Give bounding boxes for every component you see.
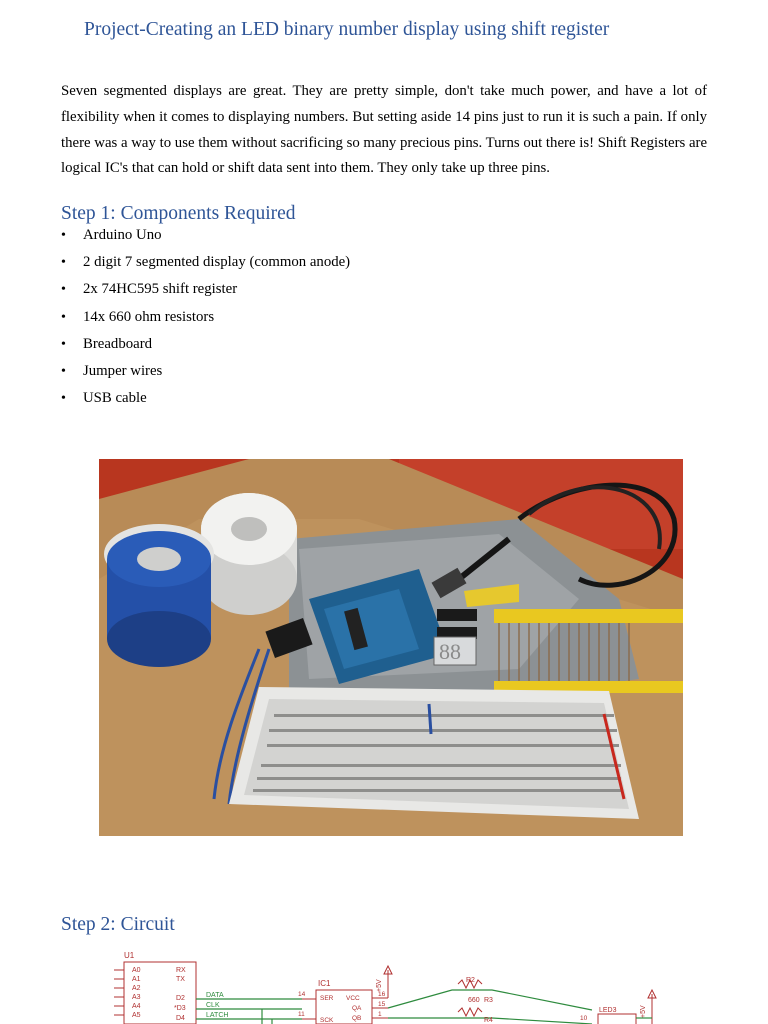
- list-item-text: Jumper wires: [83, 362, 163, 379]
- u1-pin-tx: TX: [176, 976, 185, 983]
- list-item: [61, 222, 350, 249]
- r4-label: R4: [484, 1017, 493, 1024]
- ic1-pin-sck: SCK: [320, 1017, 334, 1024]
- bullet-icon: •: [61, 309, 66, 325]
- u1-pin-d4: D4: [176, 1015, 185, 1022]
- bullet-icon: •: [61, 228, 66, 243]
- components-photo: [99, 459, 683, 836]
- ic1-pin-ser: SER: [320, 995, 334, 1002]
- ic1-pin-14: 14: [298, 991, 306, 998]
- ic1-pin-16: 16: [378, 991, 386, 998]
- list-item: [61, 276, 350, 303]
- led3-label: LED3: [599, 1007, 617, 1014]
- list-item-text: 14x 660 ohm resistors: [83, 308, 215, 325]
- u1-pin-a3: A3: [132, 994, 141, 1001]
- u1-pin-a5: A5: [132, 1012, 141, 1019]
- bullet-icon: •: [61, 282, 66, 298]
- ic1-pin-vcc: VCC: [346, 995, 360, 1002]
- list-item: [61, 358, 350, 385]
- u1-pin-d2: D2: [176, 995, 185, 1002]
- u1-label: U1: [124, 951, 135, 960]
- u1-pin-a4: A4: [132, 1003, 141, 1010]
- page-title: Project-Creating an LED binary number display using shift register: [84, 19, 610, 40]
- list-item-text: 2x 74HC595 shift register: [83, 281, 238, 298]
- r2-label: R2: [466, 977, 475, 984]
- list-item-text: Breadboard: [83, 335, 153, 352]
- ic1-pin-11: 11: [298, 1011, 305, 1018]
- ic1-pin-1: 1: [378, 1011, 382, 1018]
- circuit-schematic: [112, 948, 684, 1024]
- led3-pin-10: 10: [580, 1015, 588, 1022]
- ic1-pin-qa: QA: [352, 1005, 362, 1012]
- u1-pin-a0: A0: [132, 967, 141, 974]
- intro-paragraph: Seven segmented displays are great. They are pretty simple, don't take much power, and have a lot of flexibility when it comes to displaying numbers. But setting aside 14 pins just to run it is such a pain. If only there was a way to use them without sacrificing so many precious pins. Turns out there is! Shift Registers are logical IC's that can hold or shift data sent into them. They only take up three pins.: [61, 83, 708, 177]
- svg-text:88: 88: [439, 639, 461, 664]
- list-item-text: 2 digit 7 segmented display (common anode): [83, 254, 351, 271]
- step2-heading: Step 2: Circuit: [61, 914, 175, 935]
- r3-label: R3: [484, 997, 493, 1004]
- list-item-text: USB cable: [83, 390, 147, 407]
- u1-pin-d3: *D3: [174, 1005, 186, 1012]
- step1-heading: Step 1: Components Required: [61, 203, 296, 224]
- list-item-text: Arduino Uno: [83, 227, 162, 243]
- bullet-icon: •: [61, 363, 66, 379]
- net-data: DATA: [206, 992, 224, 999]
- led-vcc-label: +5V: [640, 1005, 647, 1018]
- ic1-pin-qb: QB: [352, 1015, 362, 1022]
- vcc-label: +5V: [376, 979, 383, 992]
- list-item: [61, 331, 350, 358]
- net-latch: LATCH: [206, 1012, 229, 1019]
- bullet-icon: •: [61, 255, 66, 271]
- bullet-icon: •: [61, 336, 66, 352]
- bullet-icon: •: [61, 391, 66, 407]
- net-clk: CLK: [206, 1002, 220, 1009]
- u1-pin-a2: A2: [132, 985, 141, 992]
- components-list: [61, 222, 350, 412]
- list-item: [61, 249, 350, 276]
- list-item: [61, 304, 350, 331]
- list-item: [61, 385, 350, 412]
- u1-pin-a1: A1: [132, 976, 141, 983]
- ic1-label: IC1: [318, 979, 331, 988]
- ic1-pin-15: 15: [378, 1001, 386, 1008]
- r2-value: 660: [468, 997, 480, 1004]
- u1-pin-rx: RX: [176, 967, 186, 974]
